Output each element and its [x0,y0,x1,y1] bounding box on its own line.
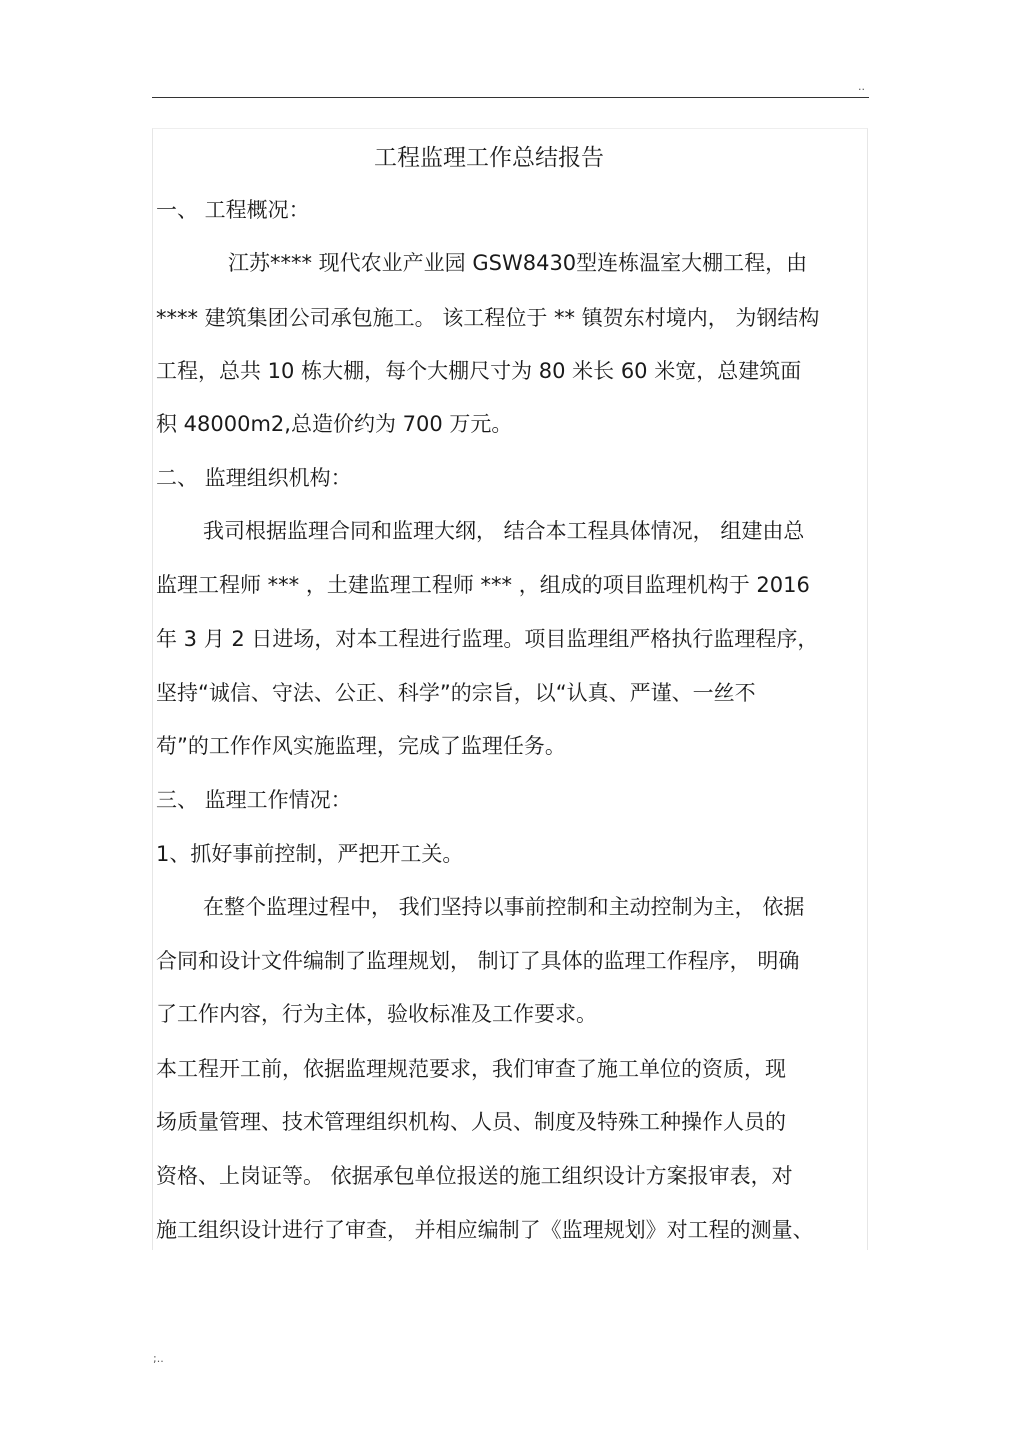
paragraph-line: 场质量管理、技术管理组织机构、人员、制度及特殊工种操作人员的 [156,1110,786,1134]
paragraph-line: 坚持“诚信、守法、公正、科学”的宗旨，以“认真、严谨、一丝不 [156,681,756,705]
header-rule [152,97,869,98]
header-mark: .. [858,80,865,93]
paragraph-line: 积 48000m2,总造价约为 700 万元。 [156,412,513,436]
paragraph-line: 年 3 月 2 日进场，对本工程进行监理。项目监理组严格执行监理程序， [156,627,819,651]
subsection-heading: 1、抓好事前控制，严把开工关。 [156,842,464,866]
paragraph-line: 资格、上岗证等。 依据承包单位报送的施工组织设计方案报审表，对 [156,1164,793,1188]
paragraph-line: 了工作内容，行为主体，验收标准及工作要求。 [156,1002,597,1026]
paragraph-line: **** 建筑集团公司承包施工。 该工程位于 ** 镇贺东村境内， 为钢结构 [156,306,820,330]
paragraph-line: 江苏**** 现代农业产业园 GSW8430型连栋温室大棚工程，由 [228,251,808,275]
paragraph-line: 合同和设计文件编制了监理规划， 制订了具体的监理工作程序， 明确 [156,949,800,973]
footer-mark: ;.. [153,1352,164,1365]
section-heading-1: 一、 工程概况： [156,198,310,222]
paragraph-line: 在整个监理过程中， 我们坚持以事前控制和主动控制为主， 依据 [203,895,805,919]
section-heading-2: 二、 监理组织机构： [156,466,352,490]
paragraph-line: 施工组织设计进行了审查， 并相应编制了《监理规划》对工程的测量、 [156,1218,814,1242]
paragraph-line: 我司根据监理合同和监理大纲， 结合本工程具体情况， 组建由总 [203,519,805,543]
document-title: 工程监理工作总结报告 [374,145,604,171]
paragraph-line: 本工程开工前，依据监理规范要求，我们审查了施工单位的资质，现 [156,1057,786,1081]
paragraph-line: 苟”的工作作风实施监理，完成了监理任务。 [156,734,566,758]
paragraph-line: 工程，总共 10 栋大棚，每个大棚尺寸为 80 米长 60 米宽，总建筑面 [156,359,802,383]
paragraph-line: 监理工程师 *** ，土建监理工程师 *** ，组成的项目监理机构于 2016 [156,573,810,597]
section-heading-3: 三、 监理工作情况： [156,788,352,812]
